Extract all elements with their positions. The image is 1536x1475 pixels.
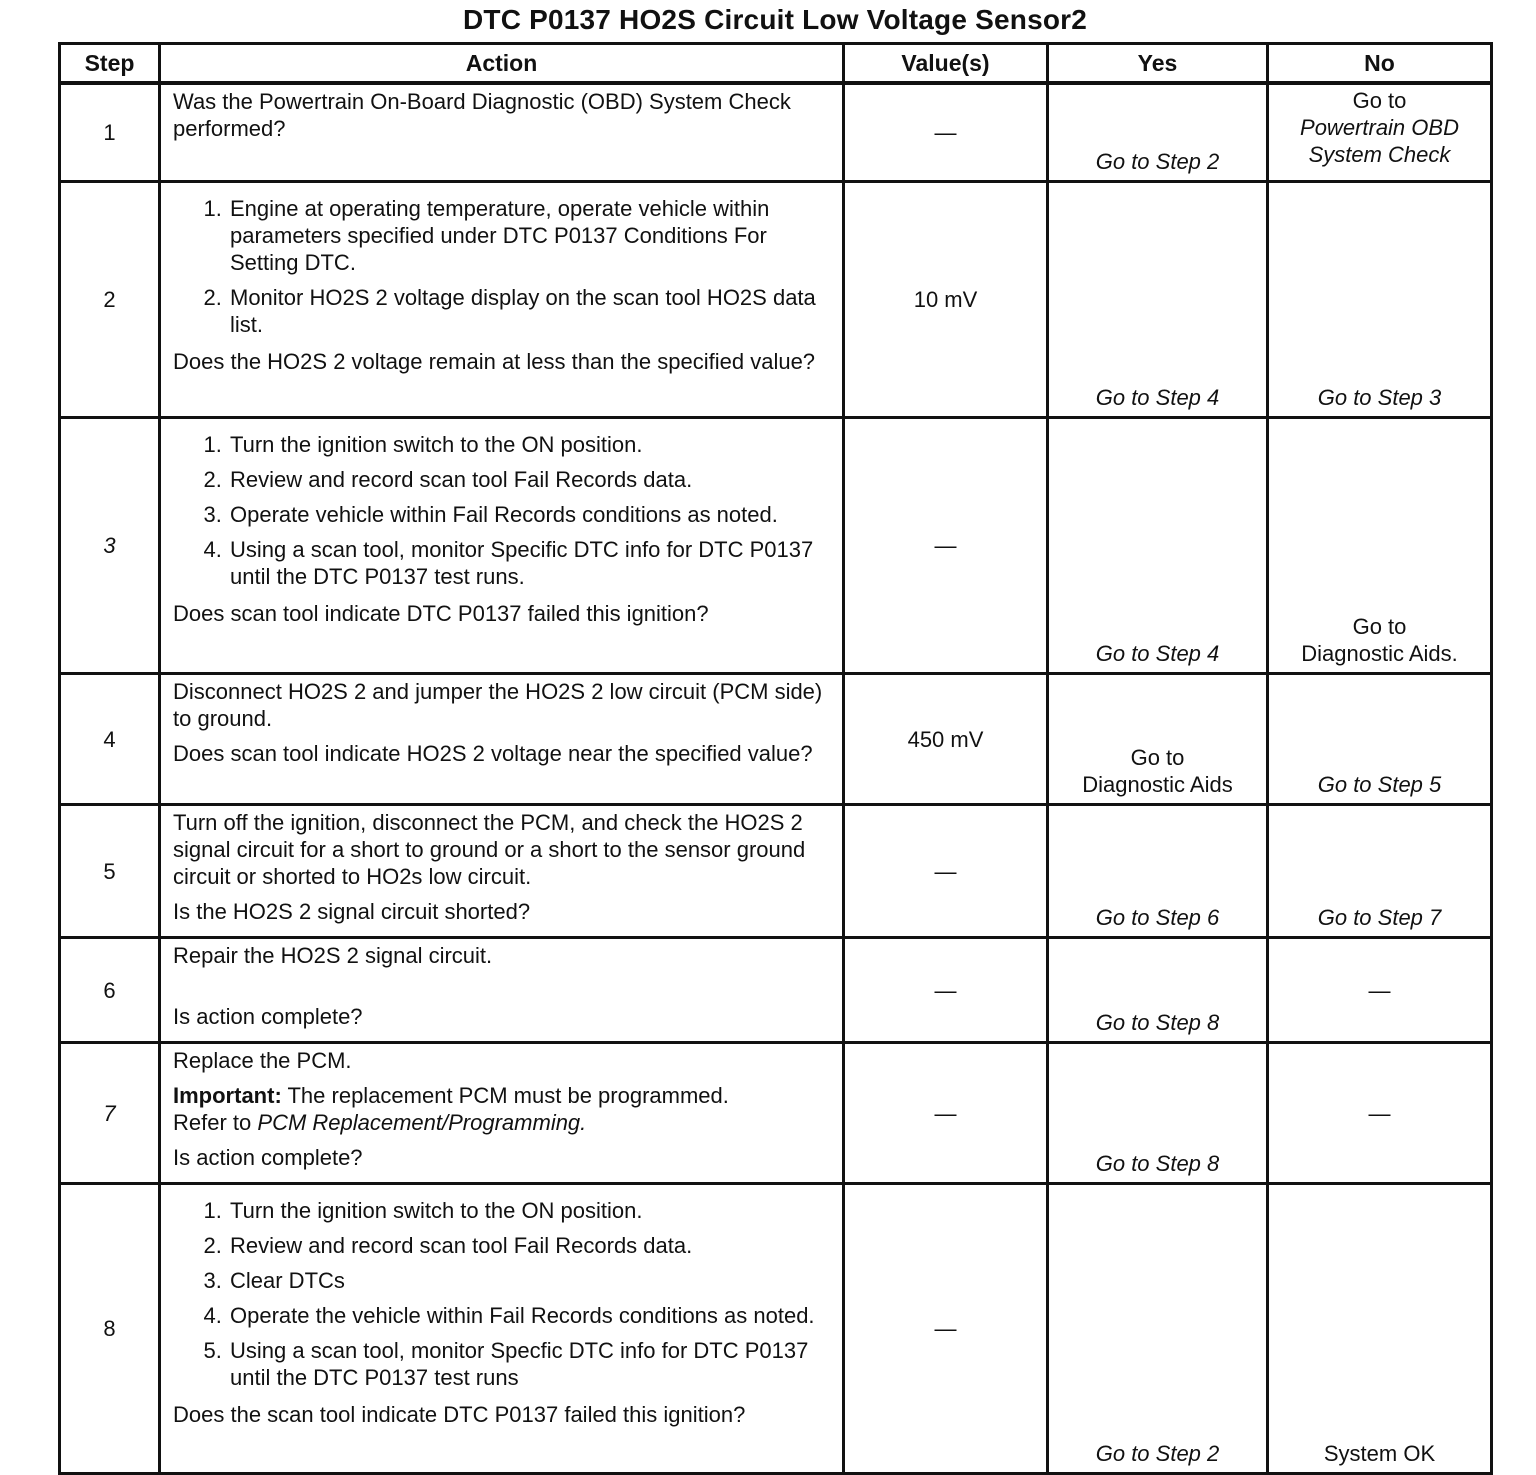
header-no: No <box>1268 44 1492 84</box>
value-cell: — <box>844 1184 1048 1474</box>
action-list <box>173 431 832 590</box>
no-goto-label: Go to <box>1352 88 1407 113</box>
action-cell <box>160 674 844 805</box>
refer-prefix: Refer to <box>173 1110 252 1135</box>
table-row-step-1 <box>60 83 1492 182</box>
action-question: Is action complete? <box>173 1004 363 1029</box>
action-list <box>173 195 832 338</box>
no-link-powertrain-obd: Powertrain OBD System Check <box>1300 115 1459 167</box>
action-question: Is the HO2S 2 signal circuit shorted? <box>173 899 531 924</box>
page-title: DTC P0137 HO2S Circuit Low Voltage Sensor2 <box>462 4 1088 35</box>
step-number: 1 <box>60 83 160 182</box>
action-text: Repair the HO2S 2 signal circuit. <box>173 943 493 968</box>
table-row-step-6 <box>60 938 1492 1043</box>
action-cell <box>160 182 844 418</box>
no-link-diagnostic-aids: Diagnostic Aids. <box>1301 641 1458 666</box>
action-cell <box>160 83 844 182</box>
list-item: 1. Engine at operating temperature, operate vehicle within parameters specified under DTC P0137 Conditions For Setting DTC. <box>228 195 832 276</box>
no-cell: Go to Step 5 <box>1268 674 1492 805</box>
step-number: 8 <box>60 1184 160 1474</box>
value-cell: — <box>844 83 1048 182</box>
diagnostic-table <box>58 42 1493 1475</box>
list-item: 3. Operate vehicle within Fail Records conditions as noted. <box>228 501 832 528</box>
action-text: Replace the PCM. <box>173 1048 352 1073</box>
no-cell <box>1268 83 1492 182</box>
yes-link-diagnostic-aids: Diagnostic Aids <box>1082 772 1233 797</box>
action-text: Was the Powertrain On-Board Diagnostic (OBD) System Check performed? <box>173 89 791 141</box>
step-number: 7 <box>60 1043 160 1184</box>
yes-cell: Go to Step 8 <box>1048 1043 1268 1184</box>
no-cell: Go to Step 7 <box>1268 805 1492 938</box>
value-cell: 10 mV <box>844 182 1048 418</box>
list-item: 4. Operate the vehicle within Fail Records conditions as noted. <box>228 1302 832 1329</box>
yes-cell: Go to Step 4 <box>1048 418 1268 674</box>
action-text: Turn off the ignition, disconnect the PCM, and check the HO2S 2 signal circuit for a short to ground or a short to the sensor ground circuit or shorted to HO2s low circuit. <box>173 810 806 889</box>
header-yes: Yes <box>1048 44 1268 84</box>
header-row <box>60 44 1492 84</box>
step-number: 3 <box>60 418 160 674</box>
list-item: 2. Review and record scan tool Fail Records data. <box>228 1232 832 1259</box>
action-cell <box>160 1184 844 1474</box>
step-number: 6 <box>60 938 160 1043</box>
action-cell <box>160 938 844 1043</box>
header-values: Value(s) <box>844 44 1048 84</box>
no-cell: System OK <box>1268 1184 1492 1474</box>
action-question: Does the scan tool indicate DTC P0137 failed this ignition? <box>173 1402 746 1427</box>
no-cell: — <box>1268 1043 1492 1184</box>
yes-cell: Go to Step 8 <box>1048 938 1268 1043</box>
action-question: Does scan tool indicate DTC P0137 failed this ignition? <box>173 601 709 626</box>
list-item: 3. Clear DTCs <box>228 1267 832 1294</box>
yes-cell: Go to Step 4 <box>1048 182 1268 418</box>
action-question: Does scan tool indicate HO2S 2 voltage near the specified value? <box>173 741 813 766</box>
no-goto-label: Go to <box>1352 614 1407 639</box>
action-question: Is action complete? <box>173 1145 363 1170</box>
table-row-step-4 <box>60 674 1492 805</box>
yes-goto-label: Go to <box>1130 745 1185 770</box>
action-cell <box>160 418 844 674</box>
action-list <box>173 1197 832 1391</box>
table-row-step-2 <box>60 182 1492 418</box>
important-text: The replacement PCM must be programmed. <box>287 1083 729 1108</box>
yes-cell: Go to Step 6 <box>1048 805 1268 938</box>
action-question: Does the HO2S 2 voltage remain at less than the specified value? <box>173 349 816 374</box>
list-item: 4. Using a scan tool, monitor Specific DTC info for DTC P0137 until the DTC P0137 test runs. <box>228 536 832 590</box>
no-cell: Go to Step 3 <box>1268 182 1492 418</box>
list-item: 1. Turn the ignition switch to the ON position. <box>228 431 832 458</box>
yes-cell <box>1048 674 1268 805</box>
list-item: 1. Turn the ignition switch to the ON position. <box>228 1197 832 1224</box>
no-cell: — <box>1268 938 1492 1043</box>
header-action: Action <box>160 44 844 84</box>
value-cell: — <box>844 1043 1048 1184</box>
important-label: Important: <box>173 1083 282 1108</box>
pcm-replacement-link: PCM Replacement/Programming. <box>257 1110 587 1135</box>
step-number: 2 <box>60 182 160 418</box>
table-row-step-8 <box>60 1184 1492 1474</box>
step-number: 4 <box>60 674 160 805</box>
value-cell: 450 mV <box>844 674 1048 805</box>
step-number: 5 <box>60 805 160 938</box>
list-item: 2. Monitor HO2S 2 voltage display on the scan tool HO2S data list. <box>228 284 832 338</box>
value-cell: — <box>844 938 1048 1043</box>
table-row-step-3 <box>60 418 1492 674</box>
action-cell <box>160 805 844 938</box>
yes-cell: Go to Step 2 <box>1048 1184 1268 1474</box>
action-cell <box>160 1043 844 1184</box>
value-cell: — <box>844 418 1048 674</box>
list-item: 5. Using a scan tool, monitor Specfic DTC info for DTC P0137 until the DTC P0137 test runs <box>228 1337 832 1391</box>
value-cell: — <box>844 805 1048 938</box>
no-cell <box>1268 418 1492 674</box>
action-text: Disconnect HO2S 2 and jumper the HO2S 2 low circuit (PCM side) to ground. <box>173 679 823 731</box>
important-note <box>173 1082 832 1136</box>
table-row-step-7 <box>60 1043 1492 1184</box>
table-row-step-5 <box>60 805 1492 938</box>
header-step: Step <box>60 44 160 84</box>
yes-cell: Go to Step 2 <box>1048 83 1268 182</box>
list-item: 2. Review and record scan tool Fail Records data. <box>228 466 832 493</box>
